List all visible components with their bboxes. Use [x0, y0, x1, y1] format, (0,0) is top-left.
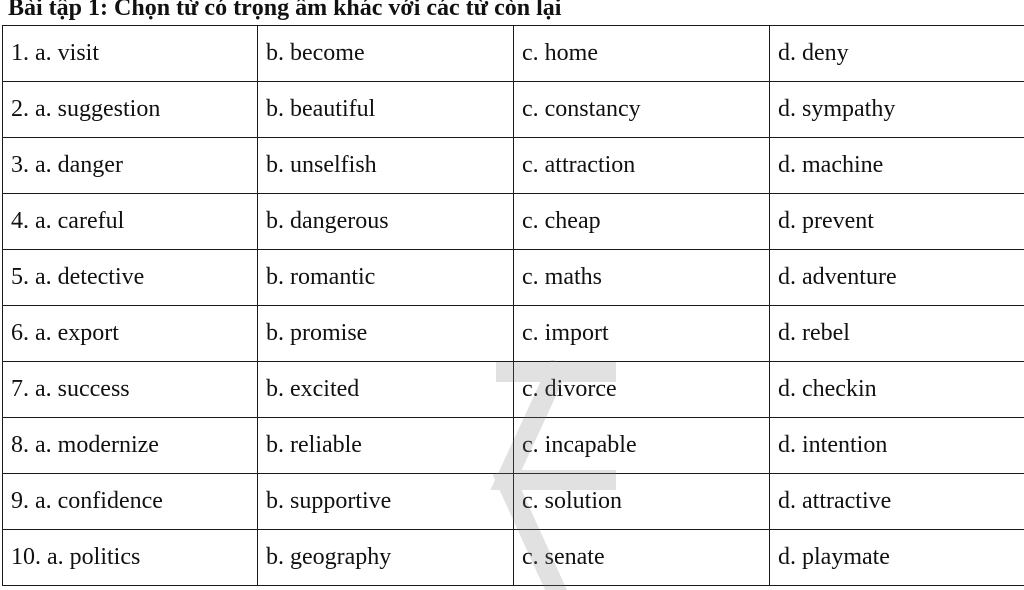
option-cell: c. import [514, 306, 770, 362]
option-cell: d. sympathy [770, 82, 1024, 138]
option-cell: c. maths [514, 250, 770, 306]
table-row [3, 306, 1024, 362]
option-cell: c. incapable [514, 418, 770, 474]
option-cell: b. supportive [258, 474, 514, 530]
option-cell: b. excited [258, 362, 514, 418]
table-row [3, 418, 1024, 474]
option-cell: d. playmate [770, 530, 1024, 586]
option-cell: d. rebel [770, 306, 1024, 362]
option-cell: b. promise [258, 306, 514, 362]
table-row [3, 26, 1024, 82]
table-row [3, 362, 1024, 418]
option-cell: 3. a. danger [3, 138, 258, 194]
option-cell: c. attraction [514, 138, 770, 194]
option-cell: c. divorce [514, 362, 770, 418]
table-row [3, 530, 1024, 586]
option-cell: 7. a. success [3, 362, 258, 418]
option-cell: 8. a. modernize [3, 418, 258, 474]
option-cell: d. checkin [770, 362, 1024, 418]
exercise-table [2, 25, 1024, 586]
exercise-title: Bài tập 1: Chọn từ có trọng âm khác với các từ còn lại [8, 0, 561, 25]
option-cell: b. romantic [258, 250, 514, 306]
option-cell: 2. a. suggestion [3, 82, 258, 138]
option-cell: d. prevent [770, 194, 1024, 250]
option-cell: c. home [514, 26, 770, 82]
option-cell: 9. a. confidence [3, 474, 258, 530]
option-cell: 6. a. export [3, 306, 258, 362]
option-cell: b. become [258, 26, 514, 82]
option-cell: 4. a. careful [3, 194, 258, 250]
option-cell: d. machine [770, 138, 1024, 194]
option-cell: 1. a. visit [3, 26, 258, 82]
table-row [3, 250, 1024, 306]
option-cell: d. attractive [770, 474, 1024, 530]
option-cell: c. senate [514, 530, 770, 586]
option-cell: b. unselfish [258, 138, 514, 194]
table-row [3, 138, 1024, 194]
table-row [3, 82, 1024, 138]
option-cell: d. intention [770, 418, 1024, 474]
table-row [3, 194, 1024, 250]
option-cell: b. dangerous [258, 194, 514, 250]
table-row [3, 474, 1024, 530]
option-cell: b. reliable [258, 418, 514, 474]
option-cell: d. deny [770, 26, 1024, 82]
option-cell: c. solution [514, 474, 770, 530]
option-cell: d. adventure [770, 250, 1024, 306]
option-cell: 5. a. detective [3, 250, 258, 306]
option-cell: c. cheap [514, 194, 770, 250]
option-cell: c. constancy [514, 82, 770, 138]
option-cell: 10. a. politics [3, 530, 258, 586]
option-cell: b. geography [258, 530, 514, 586]
option-cell: b. beautiful [258, 82, 514, 138]
